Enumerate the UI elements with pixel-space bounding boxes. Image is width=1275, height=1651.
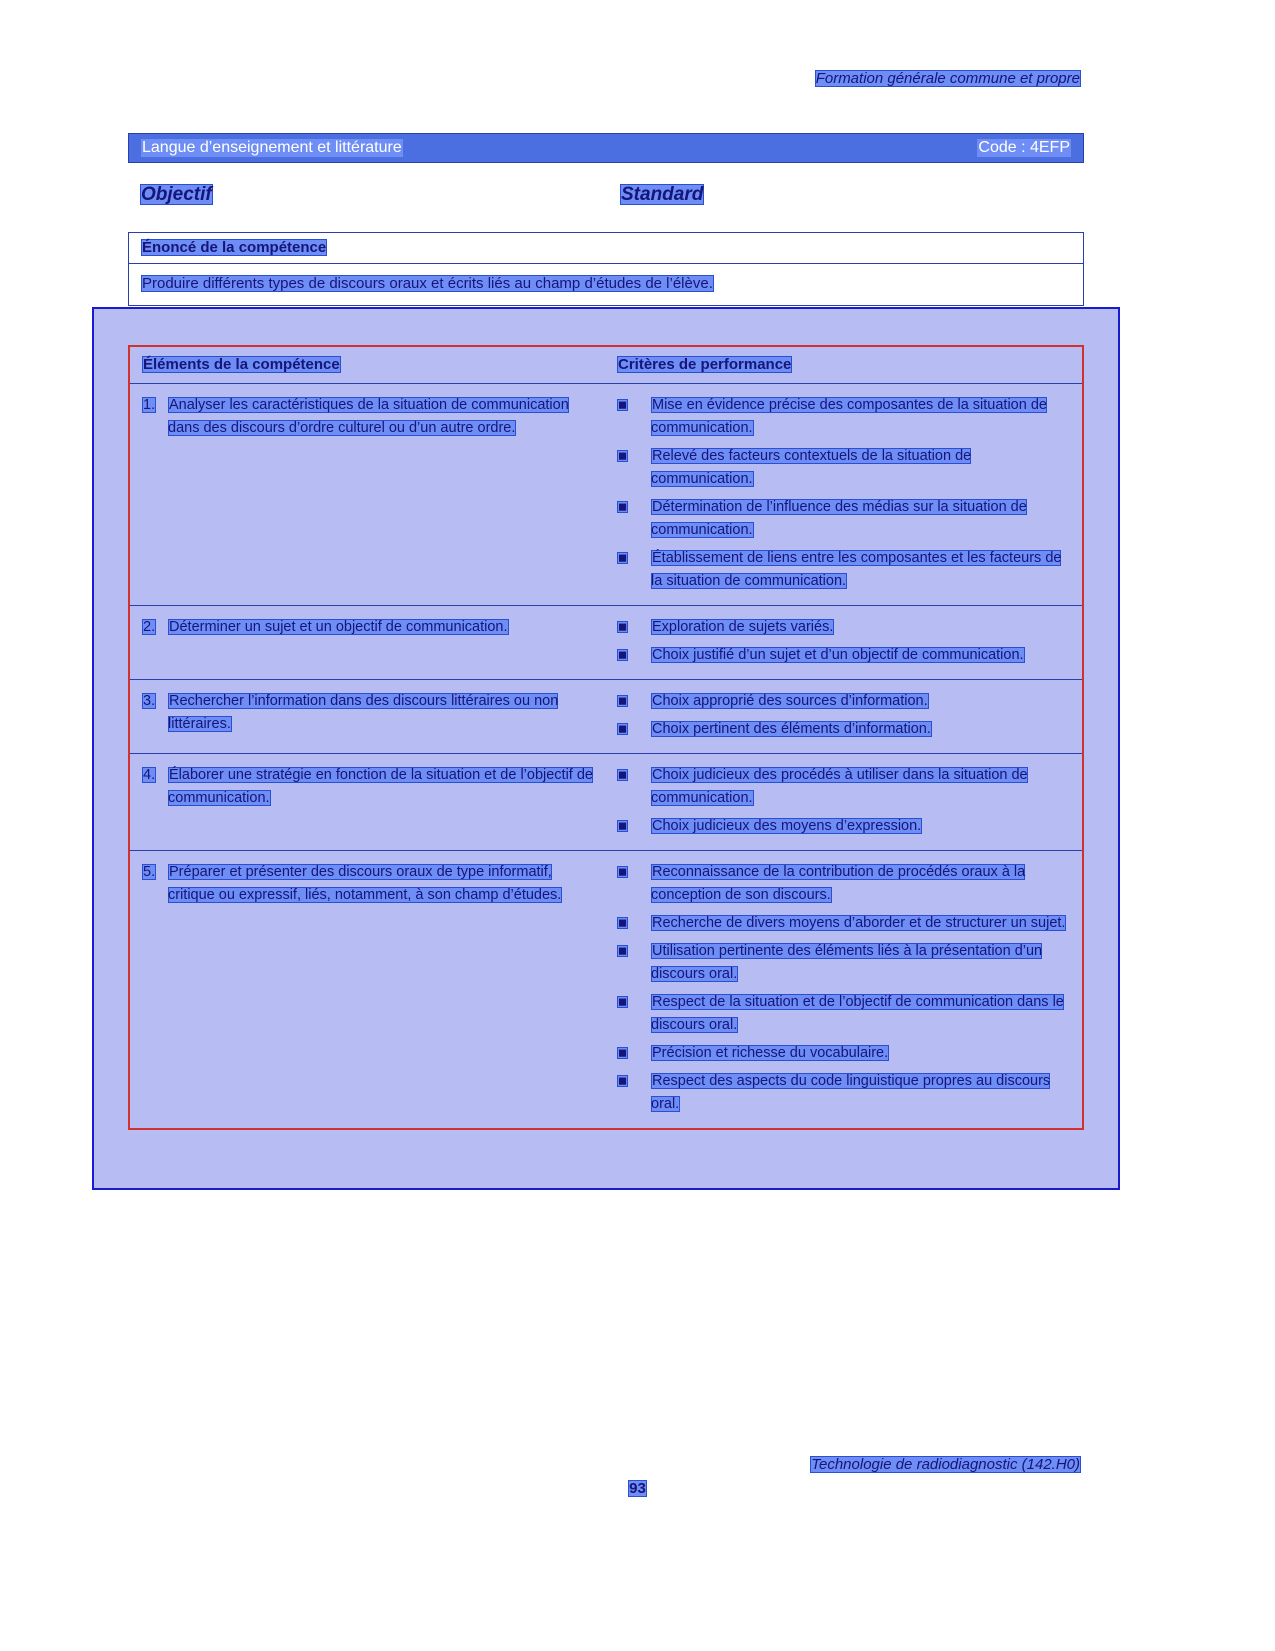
criterion-text: Choix judicieux des moyens d’expression. <box>652 818 922 834</box>
criterion-text: Utilisation pertinente des éléments liés à la présentation d’un discours oral. <box>651 943 1043 982</box>
element-cell <box>130 851 607 1128</box>
element-number: 3. <box>143 693 156 709</box>
criterion-text: Recherche de divers moyens d’aborder et de structurer un sujet. <box>652 915 1066 931</box>
enonce-body: Produire différents types de discours oraux et écrits liés au champ d’études de l’élève. <box>142 275 713 292</box>
criterion-text: Choix pertinent des éléments d’information. <box>652 721 931 737</box>
bullet-icon: ◼ <box>618 945 628 957</box>
element-number: 1. <box>143 397 156 413</box>
footer-program <box>810 1456 1081 1473</box>
criterion-text: Respect des aspects du code linguistique propres au discours oral. <box>651 1073 1051 1112</box>
bullet-icon: ◼ <box>618 450 628 462</box>
bullet-icon: ◼ <box>618 917 628 929</box>
bullet-icon: ◼ <box>618 723 628 735</box>
criterion-text: Choix judicieux des procédés à utiliser dans la situation de communication. <box>651 767 1028 806</box>
page-number-text: 93 <box>629 1480 646 1497</box>
bullet-icon: ◼ <box>618 552 628 564</box>
bullet-icon: ◼ <box>618 996 628 1008</box>
criteria-cell <box>607 851 1082 1128</box>
course-code: Code : 4EFP <box>978 139 1070 156</box>
page-number <box>0 1480 1275 1497</box>
element-number: 2. <box>143 619 156 635</box>
criterion-text: Relevé des facteurs contextuels de la situation de communication. <box>651 448 972 487</box>
enonce-title-row <box>129 233 1083 264</box>
table-header-row <box>130 347 1082 384</box>
course-title: Langue d’enseignement et littérature <box>142 139 402 156</box>
footer-program-text: Technologie de radiodiagnostic (142.H0) <box>811 1456 1080 1473</box>
bullet-icon: ◼ <box>618 501 628 513</box>
element-text: Rechercher l’information dans des discours littéraires ou non littéraires. <box>168 693 559 732</box>
objectif-heading: Objectif <box>141 184 212 205</box>
course-title-bar <box>128 133 1084 163</box>
bullet-icon: ◼ <box>618 820 628 832</box>
criteria-cell <box>607 606 1082 679</box>
table-row <box>130 384 1082 606</box>
competence-table <box>128 345 1084 1130</box>
table-header-criteria-label: Critères de performance <box>618 356 792 373</box>
criterion-text: Établissement de liens entre les composantes et les facteurs de la situation de communication. <box>651 550 1062 589</box>
element-cell <box>130 606 607 679</box>
bullet-icon: ◼ <box>618 621 628 633</box>
table-row <box>130 851 1082 1128</box>
criteria-cell <box>607 384 1082 605</box>
criterion-text: Mise en évidence précise des composantes de la situation de communication. <box>651 397 1047 436</box>
criteria-cell <box>607 754 1082 850</box>
bullet-icon: ◼ <box>618 695 628 707</box>
table-header-criteria <box>607 347 1082 383</box>
table-row <box>130 606 1082 680</box>
standard-heading: Standard <box>621 184 704 205</box>
element-number: 5. <box>143 864 156 880</box>
enonce-title: Énoncé de la compétence <box>142 239 327 256</box>
enonce-box <box>128 232 1084 306</box>
enonce-body-row <box>129 264 1083 305</box>
criterion-text: Exploration de sujets variés. <box>652 619 834 635</box>
element-text: Préparer et présenter des discours oraux de type informatif, critique ou expressif, liés, notamment, à son champ d’études. <box>168 864 562 903</box>
criterion-text: Choix justifié d’un sujet et d’un objectif de communication. <box>652 647 1024 663</box>
criterion-text: Détermination de l’influence des médias sur la situation de communication. <box>651 499 1027 538</box>
element-text: Analyser les caractéristiques de la situation de communication dans des discours d’ordre culturel ou d’un autre ordre. <box>168 397 569 436</box>
criterion-text: Choix approprié des sources d’information. <box>652 693 928 709</box>
element-number: 4. <box>143 767 156 783</box>
table-row <box>130 754 1082 851</box>
element-cell <box>130 384 607 605</box>
bullet-icon: ◼ <box>618 866 628 878</box>
bullet-icon: ◼ <box>618 649 628 661</box>
table-row <box>130 680 1082 754</box>
criterion-text: Reconnaissance de la contribution de procédés oraux à la conception de son discours. <box>651 864 1026 903</box>
criteria-cell <box>607 680 1082 753</box>
element-cell <box>130 754 607 850</box>
bullet-icon: ◼ <box>618 1047 628 1059</box>
bullet-icon: ◼ <box>618 1075 628 1087</box>
running-header <box>815 70 1081 87</box>
bullet-icon: ◼ <box>618 399 628 411</box>
element-cell <box>130 680 607 753</box>
element-text: Élaborer une stratégie en fonction de la situation et de l’objectif de communication. <box>168 767 593 806</box>
table-header-elements-label: Éléments de la compétence <box>143 356 340 373</box>
element-text: Déterminer un sujet et un objectif de communication. <box>169 619 508 635</box>
criterion-text: Précision et richesse du vocabulaire. <box>652 1045 889 1061</box>
running-header-text: Formation générale commune et propre <box>815 70 1080 87</box>
table-header-elements <box>130 347 607 383</box>
bullet-icon: ◼ <box>618 769 628 781</box>
criterion-text: Respect de la situation et de l’objectif de communication dans le discours oral. <box>651 994 1064 1033</box>
